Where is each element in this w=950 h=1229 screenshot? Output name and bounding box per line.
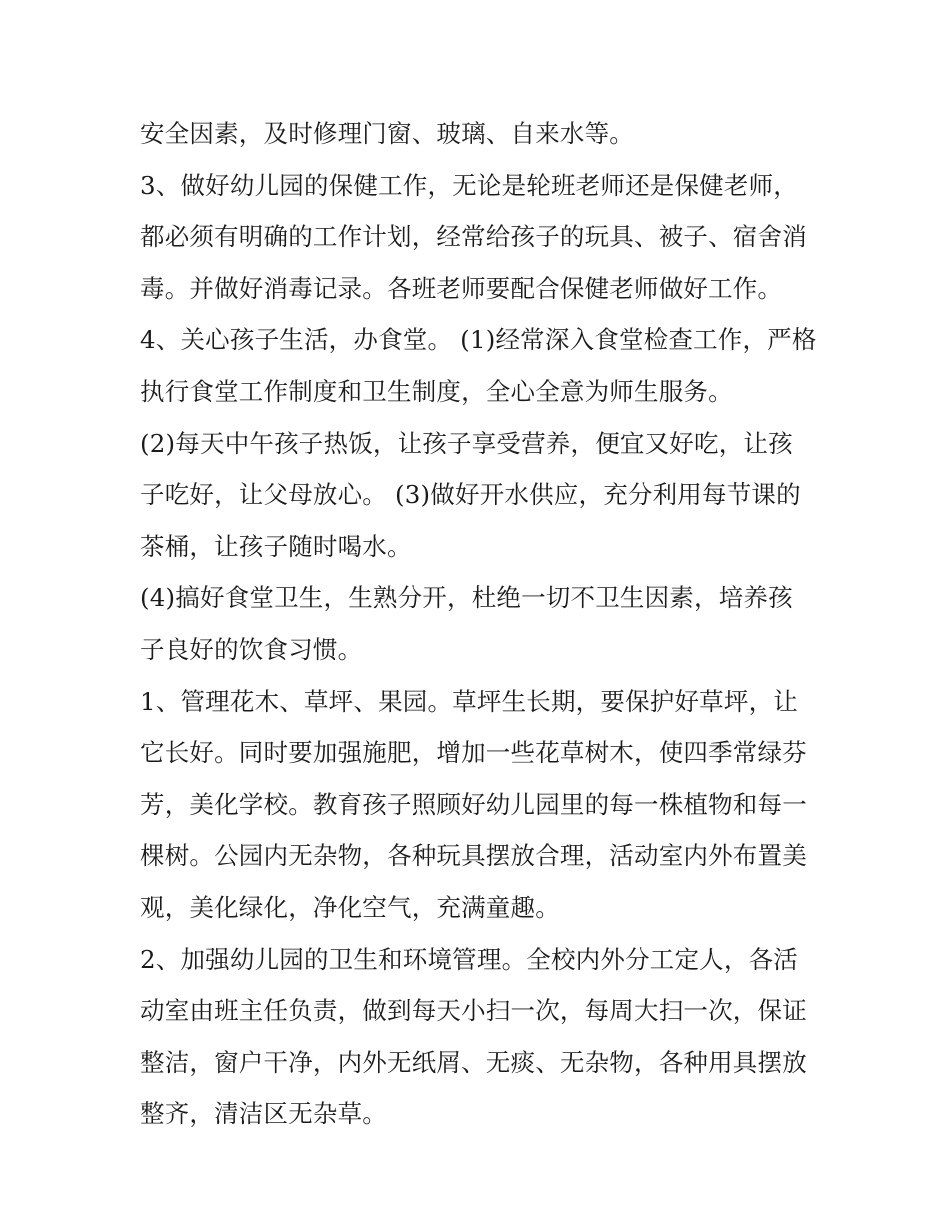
text-line: 1、管理花木、草坪、果园。草坪生长期，要保护好草坪，让 <box>140 686 798 716</box>
text-line: 整洁，窗户干净，内外无纸屑、无痰、无杂物，各种用具摆放 <box>140 1047 807 1077</box>
text-line: 4、关心孩子生活，办食堂。 (1)经常深入食堂检查工作，严格 <box>140 325 817 355</box>
text-line: 整齐，清洁区无杂草。 <box>140 1099 387 1129</box>
text-line: 毒。并做好消毒记录。各班老师要配合保健老师做好工作。 <box>140 273 783 303</box>
text-line: (2)每天中午孩子热饭，让孩子享受营养，便宜又好吃，让孩 <box>140 428 793 458</box>
text-line: 2、加强幼儿园的卫生和环境管理。全校内外分工定人，各活 <box>140 944 798 974</box>
document-body <box>140 108 815 1140</box>
text-line: 动室由班主任负责，做到每天小扫一次，每周大扫一次，保证 <box>140 996 807 1026</box>
text-line: 子良好的饮食习惯。 <box>140 634 363 664</box>
text-line: 芳，美化学校。教育孩子照顾好幼儿园里的每一株植物和每一 <box>140 789 807 819</box>
text-line: 安全因素，及时修理门窗、玻璃、自来水等。 <box>140 119 634 148</box>
text-line: 子吃好，让父母放心。 (3)做好开水供应，充分利用每节课的 <box>140 480 801 510</box>
text-line: (4)搞好食堂卫生，生熟分开，杜绝一切不卫生因素，培养孩 <box>140 583 793 613</box>
text-line: 都必须有明确的工作计划，经常给孩子的玩具、被子、宿舍消 <box>140 222 807 252</box>
text-line: 茶桶，让孩子随时喝水。 <box>140 531 412 561</box>
text-line: 执行食堂工作制度和卫生制度，全心全意为师生服务。 <box>140 376 733 406</box>
text-line: 3、做好幼儿园的保健工作，无论是轮班老师还是保健老师， <box>140 170 798 200</box>
text-line: 它长好。同时要加强施肥，增加一些花草树木，使四季常绿芬 <box>140 738 807 768</box>
text-line: 棵树。公园内无杂物，各种玩具摆放合理，活动室内外布置美 <box>140 841 807 871</box>
text-line: 观，美化绿化，净化空气，充满童趣。 <box>140 892 560 922</box>
